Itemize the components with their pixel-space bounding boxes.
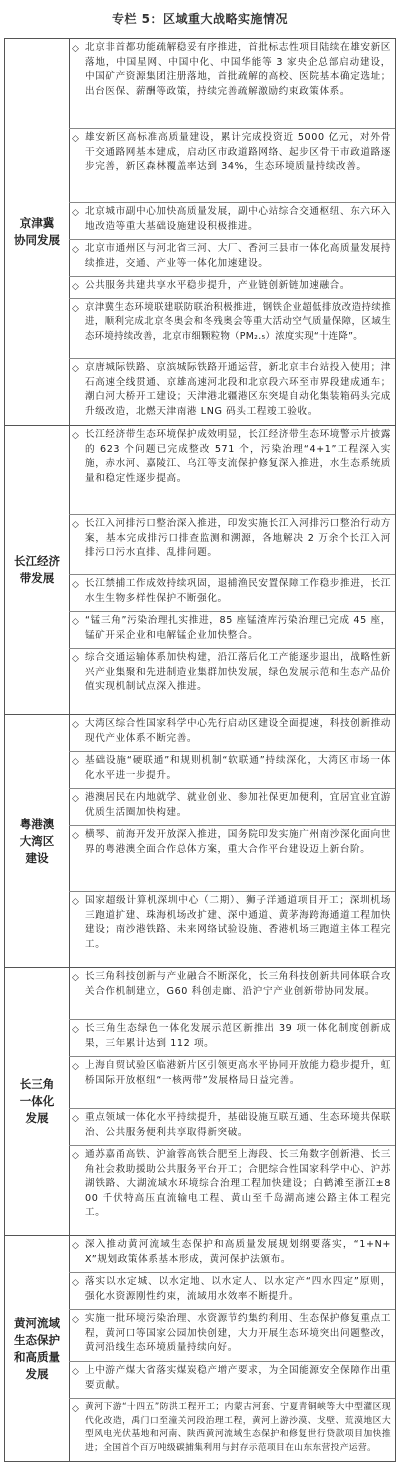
item-text: 基础设施“硬联通”和规则机制“软联通”持续深化，大湾区市场一体化水平进一步提升。 <box>85 755 391 781</box>
diamond-bullet-icon: ◇ <box>72 1404 79 1414</box>
section-yangtze <box>5 426 395 715</box>
section-label <box>5 39 70 425</box>
list-item <box>69 1273 395 1310</box>
diamond-bullet-icon: ◇ <box>72 282 79 292</box>
item-text: 横琴、前海开发开放深入推进，国务院印发实施广州南沙深化面向世界的粤港澳全面合作总体方案，重大合作平台建设迈上新台阶。 <box>85 829 391 855</box>
item-text: 落实以水定城、以水定地、以水定人、以水定产“四水四定”原则，强化水资源刚性约束，流域用水效率不断提升。 <box>85 1276 391 1302</box>
list-item <box>69 826 395 892</box>
section-items <box>69 968 395 1235</box>
item-text: 大湾区综合性国家科学中心先行启动区建设全面提速，科技创新推动现代产业体系不断完善。 <box>85 718 391 744</box>
item-text: 北京城市副中心加快高质量发展，副中心站综合交通枢纽、东六环入地改造等重大基础设施建设积极推进。 <box>85 206 391 232</box>
section-items <box>69 715 395 967</box>
diamond-bullet-icon: ◇ <box>72 364 79 374</box>
item-text: “锰三角”污染治理扎实推进，85 座锰渣库污染治理已完成 45 座，锰矿开采企业和电解锰企业加快整合。 <box>85 615 391 641</box>
item-text: 长江入河排污口整治深入推进，印发实施长江入河排污口整治行动方案，基本完成排污口排查监测和溯源，各地解决 2 万余个长江入河排污口污水直排、乱排问题。 <box>85 518 391 559</box>
strategy-table <box>4 38 396 1462</box>
diamond-bullet-icon: ◇ <box>72 1241 79 1251</box>
diamond-bullet-icon: ◇ <box>72 208 79 218</box>
list-item <box>69 426 395 515</box>
item-text: 长三角科技创新与产业融合不断深化，长三角科技创新共同体联合攻关合作机制建立，G60 科创走廊、沿沪宁产业创新带协同发展。 <box>85 971 391 997</box>
item-text: 国家超级计算机深圳中心（二期）、狮子洋通道项目开工；深圳机场三跑道扩建、珠海机场改扩建、深中通道、黄茅海跨海通道工程加快建设；南沙港铁路、未来网络试验设施、香港机场三跑道主体工程完工。 <box>85 895 391 950</box>
list-item <box>69 752 395 789</box>
diamond-bullet-icon: ◇ <box>72 794 79 804</box>
diamond-bullet-icon: ◇ <box>72 245 79 255</box>
list-item <box>69 1020 395 1057</box>
section-label <box>5 968 70 1235</box>
section-items <box>69 1236 395 1461</box>
item-text: 重点领域一体化水平持续提升，基础设施互联互通、生态环境共保联治、公共服务便利共享取得新突破。 <box>85 1112 391 1138</box>
list-item <box>69 515 395 575</box>
diamond-bullet-icon: ◇ <box>72 431 79 441</box>
item-text: 京唐城际铁路、京滨城际铁路开通运营，新北京丰台站投入使用；津石高速全线贯通、京雄高速河北段和北京段六环至市界段建成通车；潮白河大桥开工建设；天津港北疆港区东突堤自动化集装箱码头完成升级改造，北燃天津南港 LNG 码头工程竣工验收。 <box>85 362 391 417</box>
item-text: 上中游产煤大省落实煤炭稳产增产要求，为全国能源安全保障作出重要贡献。 <box>85 1365 391 1391</box>
section-label-text: 长江经济 带发展 <box>14 554 60 585</box>
item-text: 雄安新区高标准高质量建设，累计完成投资近 5000 亿元，对外骨干交通路网基本建成，启动区市政道路网络、起步区骨干市政道路逐步完善，新区森林覆盖率达到 34%，生态环境质量持续改善。 <box>85 132 391 173</box>
list-item <box>69 1399 395 1461</box>
list-item <box>69 1310 395 1362</box>
diamond-bullet-icon: ◇ <box>72 580 79 590</box>
section-label <box>5 426 70 714</box>
section-items <box>69 426 395 714</box>
item-text: 北京市通州区与河北省三河、大厂、香河三县市一体化高质量发展持续推进，交通、产业等一体化加速建设。 <box>85 243 391 269</box>
item-text: 综合交通运输体系加快构建，沿江落后化工产能逐步退出，战略性新兴产业集聚和先进制造业集群加快发展，绿色发展示范和生态产品价值实现机制试点深入推进。 <box>85 652 391 693</box>
diamond-bullet-icon: ◇ <box>72 654 79 664</box>
item-text: 深入推动黄河流域生态保护和高质量发展规划纲要落实，“1+N+X”规划政策体系基本形成，黄河保护法颁布。 <box>85 1239 391 1265</box>
diamond-bullet-icon: ◇ <box>72 757 79 767</box>
diamond-bullet-icon: ◇ <box>72 720 79 730</box>
section-label <box>5 715 70 967</box>
list-item <box>69 277 395 299</box>
item-text: 长江经济带生态环境保护成效明显，长江经济带生态环境警示片披露的 623 个问题已完成整改 571 个，污染治理“4+1”工程深入实施，赤水河、嘉陵江、乌江等支流保护修复深入推进，水生态系统质量和稳定性逐步提高。 <box>85 429 391 484</box>
list-item <box>69 892 395 968</box>
section-yellow-river <box>5 1236 395 1461</box>
item-text: 北京非首都功能疏解稳妥有序推进，首批标志性项目陆续在雄安新区落地，中国星网、中国中化、中国华能等 3 家央企总部启动建设，中国矿产资源集团注册落地，首批疏解的高校、医院基本确定选址；出台医保、薪酬等政策，持续完善疏解激励约束政策体系。 <box>85 42 391 97</box>
diamond-bullet-icon: ◇ <box>72 44 79 54</box>
diamond-bullet-icon: ◇ <box>72 831 79 841</box>
item-text: 公共服务共建共享水平稳步提升，产业链创新链加速融合。 <box>85 280 351 291</box>
diamond-bullet-icon: ◇ <box>72 973 79 983</box>
diamond-bullet-icon: ◇ <box>72 897 79 907</box>
list-item <box>69 240 395 277</box>
diamond-bullet-icon: ◇ <box>72 1114 79 1124</box>
section-label-text: 黄河流域 生态保护 和高质量 发展 <box>14 1315 60 1381</box>
list-item <box>69 649 395 715</box>
list-item <box>69 299 395 359</box>
list-item <box>69 612 395 649</box>
list-item <box>69 129 395 203</box>
list-item <box>69 1236 395 1273</box>
list-item <box>69 1362 395 1399</box>
list-item <box>69 359 395 426</box>
item-text: 京津冀生态环境联建联防联治积极推进，钢铁企业超低排放改造持续推进，顺利完成北京冬奥会和冬残奥会等重大活动空气质量保障，区域生态环境持续改善，北京市细颗粒物（PM₂.₅）浓度实现“十连降”。 <box>85 302 391 342</box>
item-text: 长三角生态绿色一体化发展示范区新推出 39 项一体化制度创新成果，三年累计达到 112 项。 <box>85 1023 391 1049</box>
item-text: 长江禁捕工作成效持续巩固，退捕渔民安置保障工作稳步推进，长江水生生物多样性保护不断强化。 <box>85 578 391 604</box>
list-item <box>69 968 395 1020</box>
list-item <box>69 789 395 826</box>
section-label-text: 京津冀 协同发展 <box>14 216 60 247</box>
diamond-bullet-icon: ◇ <box>72 134 79 144</box>
section-label <box>5 1236 70 1461</box>
list-item <box>69 1057 395 1109</box>
diamond-bullet-icon: ◇ <box>72 1315 79 1325</box>
diamond-bullet-icon: ◇ <box>72 1062 79 1072</box>
section-items <box>69 39 395 425</box>
diamond-bullet-icon: ◇ <box>72 1367 79 1377</box>
diamond-bullet-icon: ◇ <box>72 1151 79 1161</box>
section-yangtze-delta <box>5 968 395 1236</box>
section-label-text: 长三角 一体化 发展 <box>19 1077 55 1125</box>
list-item <box>69 1146 395 1236</box>
list-item <box>69 575 395 612</box>
item-text: 通苏嘉甬高铁、沪渝蓉高铁合肥至上海段、长三角数字创新港、长三角社会救助援助公共服务平台开工；合肥综合性国家科学中心、沪苏湖铁路、大湖流域水环境综合治理工程加快建设；白鹤滩至浙江±800 千伏特高压直流输电工程、黄山至千岛湖高速公路主体工程完工。 <box>85 1149 391 1219</box>
diamond-bullet-icon: ◇ <box>72 1278 79 1288</box>
diamond-bullet-icon: ◇ <box>72 520 79 530</box>
item-text: 黄河下游“十四五”防洪工程开工；内蒙古河套、宁夏青铜峡等大中型灌区现代化改造，禹门口至潼关河段治理工程，黄河上游沙漠、戈壁、荒漠地区大型风电光伏基地和河南、陕西黄河流域生态保护和修复世行贷款项目加快推进；全国首个百万吨级碳捕集利用与封存示范项目在山东东营投产运营。 <box>85 1402 391 1453</box>
diamond-bullet-icon: ◇ <box>72 617 79 627</box>
list-item <box>69 39 395 129</box>
list-item <box>69 203 395 240</box>
diamond-bullet-icon: ◇ <box>72 1025 79 1035</box>
diamond-bullet-icon: ◇ <box>72 304 79 314</box>
section-jingjinji <box>5 39 395 426</box>
item-text: 上海自贸试验区临港新片区引领更高水平协同开放能力稳步提升，虹桥国际开放枢纽“一核两带”发展格局日益完善。 <box>85 1060 391 1086</box>
list-item <box>69 1109 395 1146</box>
page-title: 专栏 5：区域重大战略实施情况 <box>111 12 289 26</box>
list-item <box>69 715 395 752</box>
section-label-text: 粤港澳 大湾区 建设 <box>19 816 55 865</box>
item-text: 实施一批环境污染治理、水资源节约集约利用、生态保护修复重点工程，黄河口等国家公园加快创建，大力开展生态环境突出问题整改，黄河沿线生态环境质量持续向好。 <box>85 1313 391 1354</box>
section-greater-bay-area <box>5 715 395 968</box>
item-text: 港澳居民在内地就学、就业创业、参加社保更加便利，宜居宜业宜游优质生活圈加快构建。 <box>85 792 391 818</box>
